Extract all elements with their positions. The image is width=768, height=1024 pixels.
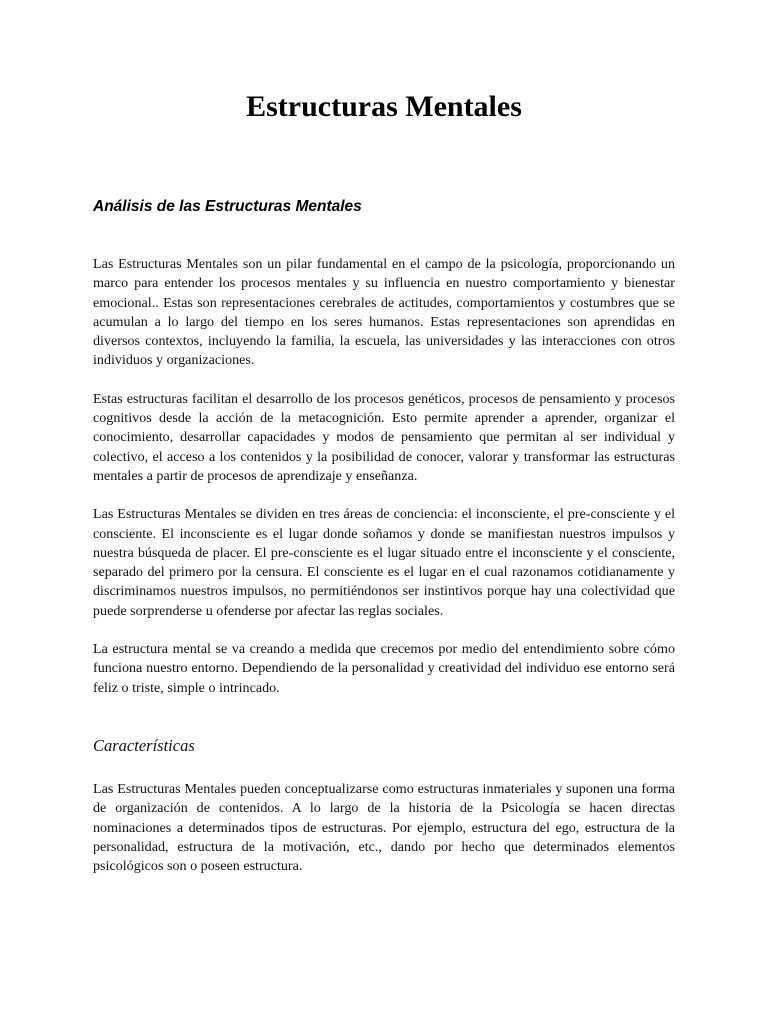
- document-title: Estructuras Mentales: [246, 90, 522, 123]
- document-subtitle: Análisis de las Estructuras Mentales: [93, 198, 362, 215]
- paragraph-caracteristicas: Las Estructuras Mentales pueden conceptualizarse como estructuras inmateriales y suponen una forma de organización de contenidos. A lo largo de la historia de la Psicología se hacen directas nominaciones a determinados tipos de estructuras. Por ejemplo, estructura del ego, estructura de la personalidad, estructura de la motivación, etc., dando por hecho que determinados elementos psicológicos son o poseen estructura.: [93, 780, 675, 875]
- paragraph-intro: Las Estructuras Mentales son un pilar fundamental en el campo de la psicología, proporcionando un marco para entender los procesos mentales y su influencia en nuestro comportamiento y bienestar emocional.. Estas son representaciones cerebrales de actitudes, comportamientos y costumbres que se acumulan a lo largo del tiempo en los seres humanos. Estas representaciones son aprendidas en diversos contextos, incluyendo la familia, la escuela, las universidades y las interacciones con otros individuos y organizaciones.: [93, 256, 675, 369]
- paragraph-consciousness: Las Estructuras Mentales se dividen en tres áreas de conciencia: el inconsciente, el pre-consciente y el consciente. El inconsciente es el lugar donde soñamos y donde se manifiestan nuestros impulsos y nuestra búsqueda de placer. El pre-consciente es el lugar situado entre el inconsciente y el consciente, separado del primero por la censura. El consciente es el lugar en el cual razonamos cotidianamente y discriminamos nuestros impulsos, no permitiéndonos ser instintivos porque hay una colectividad que puede sorprenderse u ofenderse por afectar las reglas sociales.: [93, 506, 675, 619]
- paragraph-processes: Estas estructuras facilitan el desarrollo de los procesos genéticos, procesos de pensamiento y procesos cognitivos desde la acción de la metacognición. Esto permite aprender a aprender, organizar el conocimiento, desarrollar capacidades y modos de pensamiento que permitan al ser individual y colectivo, el acceso a los contenidos y la posibilidad de conocer, valorar y transformar las estructuras mentales a partir de procesos de aprendizaje y enseñanza.: [93, 390, 675, 484]
- paragraph-development: La estructura mental se va creando a medida que crecemos por medio del entendimiento sobre cómo funciona nuestro entorno. Dependiendo de la personalidad y creatividad del individuo ese entorno será feliz o triste, simple o intrincado.: [93, 641, 675, 696]
- section-heading-caracteristicas: Características: [93, 735, 195, 755]
